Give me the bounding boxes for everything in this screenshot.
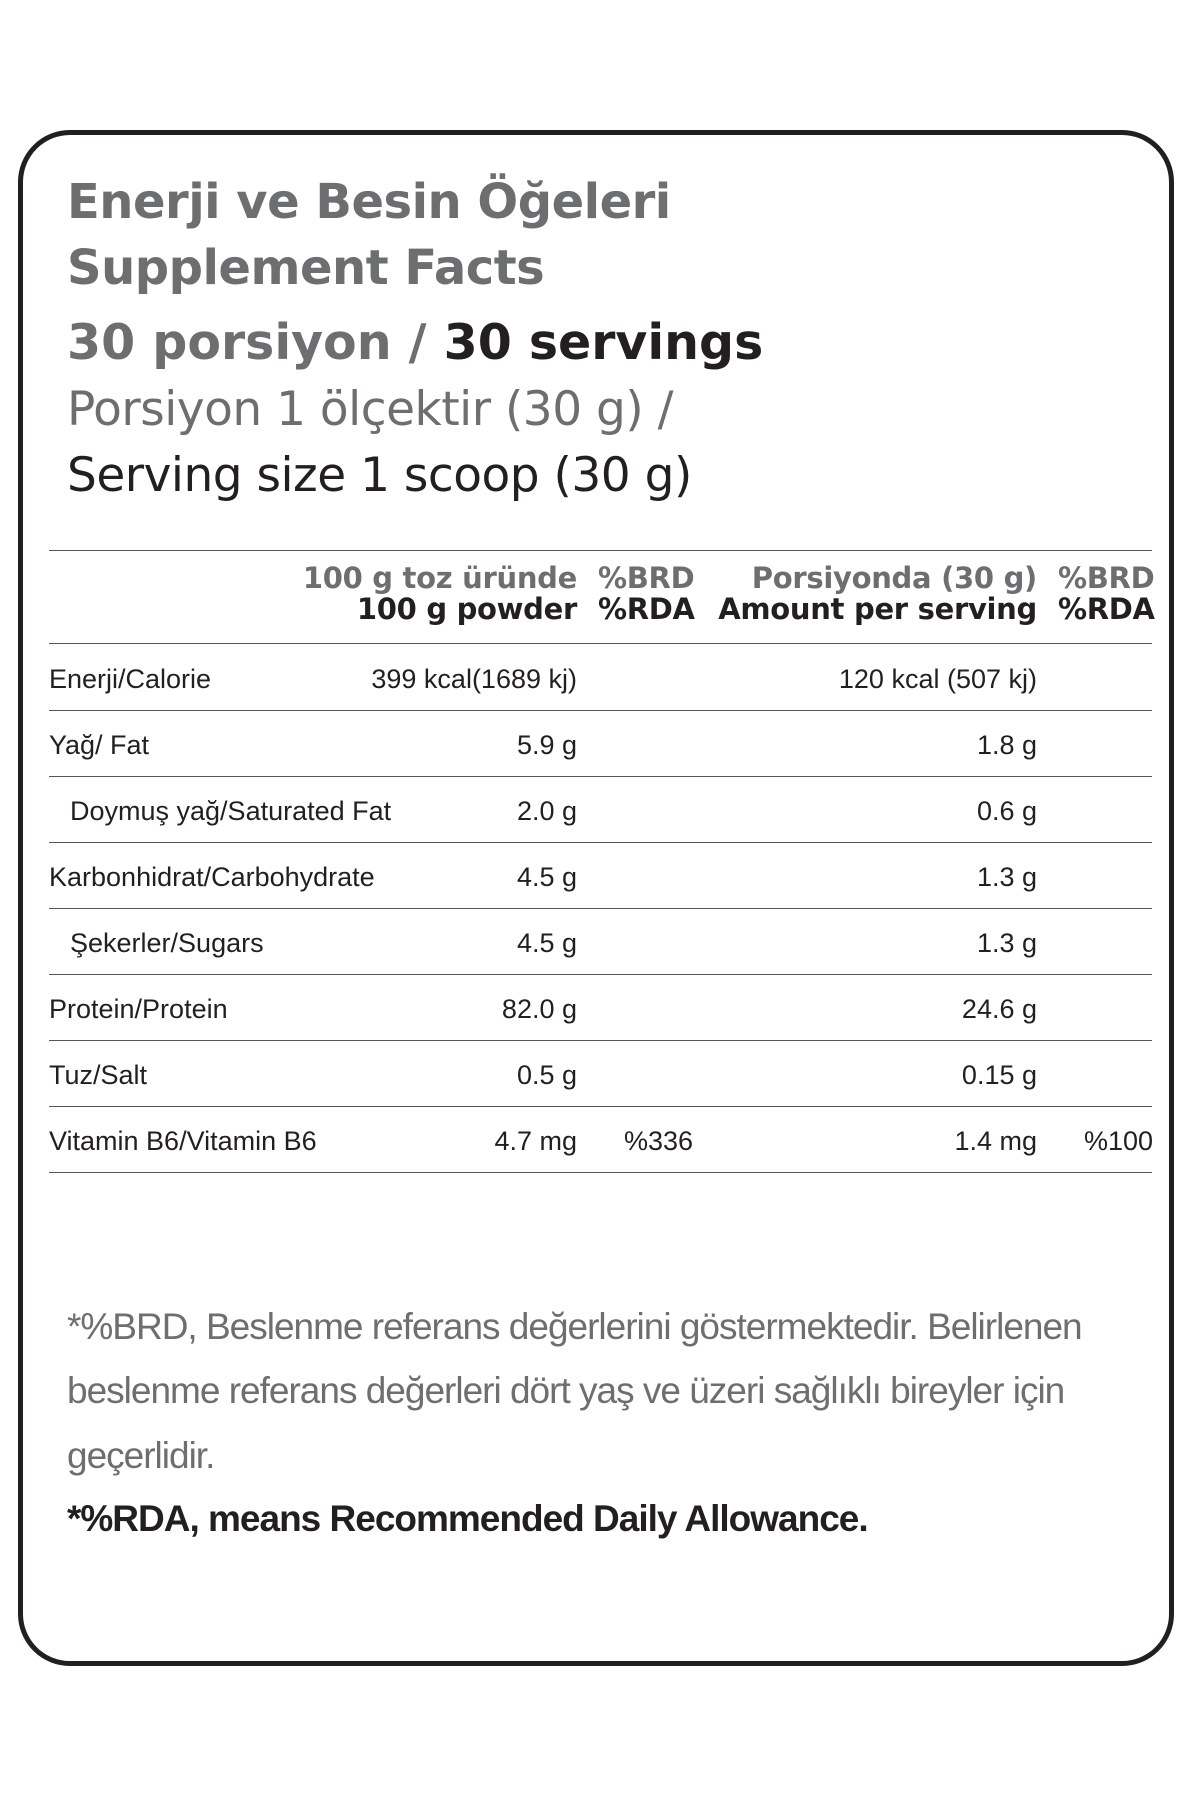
row-name: Doymuş yağ/Saturated Fat: [70, 796, 392, 826]
footnote-brd-line-1: *%BRD, Beslenme referans değerlerini göstermektedir. Belirlenen: [67, 1306, 1082, 1347]
servings-count-turkish: 30 porsiyon /: [67, 314, 444, 371]
row-rda-100g: %336: [623, 1126, 693, 1156]
row-name: Protein/Protein: [49, 994, 228, 1024]
header-brd-100g: %BRD: [598, 561, 695, 595]
footnote-rda: *%RDA, means Recommended Daily Allowance.: [67, 1498, 868, 1539]
row-name: Şekerler/Sugars: [70, 928, 264, 958]
servings-count: [67, 314, 764, 371]
header-rda-serving: [1058, 563, 1155, 625]
header-per-serving: [718, 563, 1037, 625]
table-top-rule: [49, 550, 1152, 551]
row-per-100g: 5.9 g: [516, 730, 577, 760]
row-divider: [49, 710, 1152, 711]
serving-size-english: Serving size 1 scoop (30 g): [67, 448, 692, 503]
header-bottom-rule: [49, 643, 1152, 644]
header-per-serving-turkish: Porsiyonda (30 g): [751, 561, 1037, 595]
row-per-100g: 2.0 g: [516, 796, 577, 826]
servings-count-english: 30 servings: [443, 314, 764, 371]
header-per-100g: [303, 563, 577, 625]
row-per-serving: 1.4 mg: [954, 1126, 1037, 1156]
row-per-serving: 120 kcal (507 kj): [838, 664, 1037, 694]
header-per-100g-english: 100 g powder: [356, 592, 577, 626]
row-per-100g: 4.5 g: [516, 862, 577, 892]
header-brd-serving: %BRD: [1058, 561, 1155, 595]
row-per-100g: 0.5 g: [516, 1060, 577, 1090]
row-per-serving: 1.3 g: [976, 862, 1037, 892]
header-per-serving-english: Amount per serving: [718, 592, 1037, 626]
footnote-brd-line-2: beslenme referans değerleri dört yaş ve üzeri sağlıklı bireyler için: [67, 1370, 1065, 1411]
row-per-100g: 4.5 g: [516, 928, 577, 958]
row-name: Vitamin B6/Vitamin B6: [49, 1126, 317, 1156]
row-per-100g: 82.0 g: [501, 994, 577, 1024]
row-divider: [49, 842, 1152, 843]
title-turkish: Enerji ve Besin Öğeleri: [67, 174, 671, 230]
header-per-100g-turkish: 100 g toz üründe: [302, 561, 577, 595]
row-name: Enerji/Calorie: [49, 664, 212, 694]
footnote-brd-line-3: geçerlidir.: [67, 1435, 215, 1476]
serving-size-turkish: Porsiyon 1 ölçektir (30 g) /: [67, 382, 673, 437]
row-divider: [49, 974, 1152, 975]
row-name: Tuz/Salt: [49, 1060, 148, 1090]
row-rda-serving: %100: [1083, 1126, 1153, 1156]
row-name: Yağ/ Fat: [49, 730, 150, 760]
row-per-serving: 0.15 g: [961, 1060, 1037, 1090]
row-per-serving: 0.6 g: [976, 796, 1037, 826]
row-per-serving: 1.3 g: [976, 928, 1037, 958]
row-divider: [49, 908, 1152, 909]
row-per-serving: 1.8 g: [976, 730, 1037, 760]
row-per-100g: 4.7 mg: [494, 1126, 577, 1156]
row-divider: [49, 776, 1152, 777]
row-per-serving: 24.6 g: [961, 994, 1037, 1024]
table-bottom-rule: [49, 1172, 1152, 1173]
row-name: Karbonhidrat/Carbohydrate: [49, 862, 375, 892]
row-divider: [49, 1106, 1152, 1107]
title-english: Supplement Facts: [67, 240, 545, 296]
header-rda-serving-english: %RDA: [1058, 592, 1155, 626]
row-divider: [49, 1040, 1152, 1041]
row-per-100g: 399 kcal(1689 kj): [371, 664, 577, 694]
header-rda-100g-english: %RDA: [598, 592, 695, 626]
header-rda-100g: [598, 563, 695, 625]
